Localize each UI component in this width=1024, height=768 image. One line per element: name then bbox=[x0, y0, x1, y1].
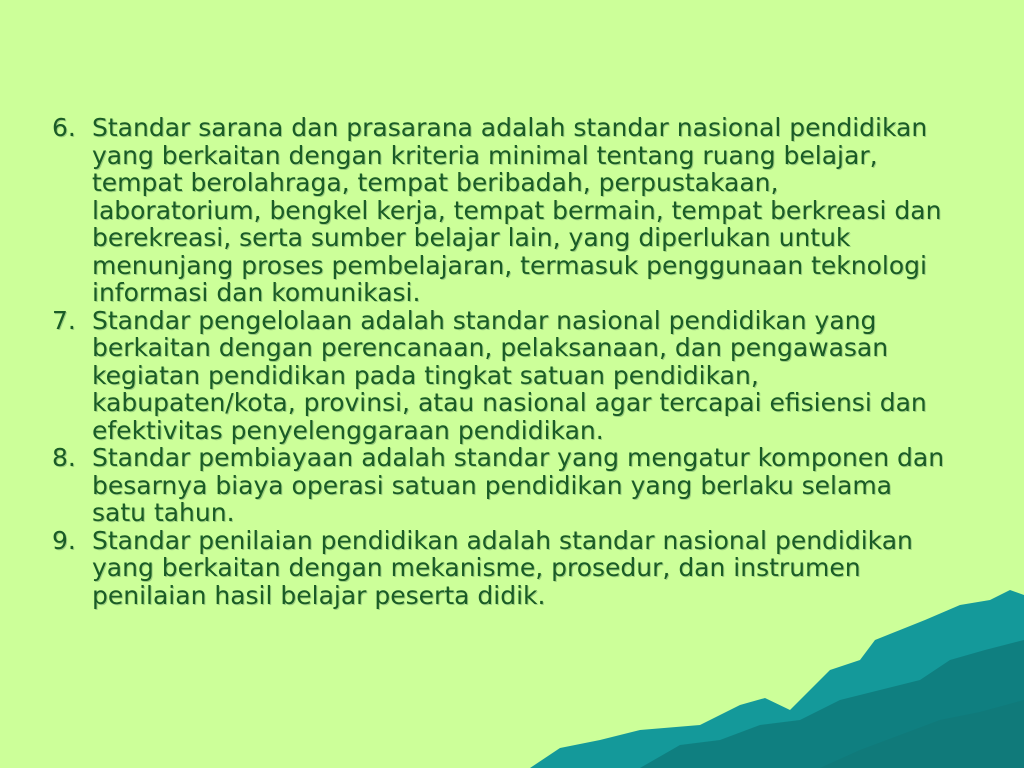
list-text: Standar sarana dan prasarana adalah standar nasional pendidikan yang berkaitan dengan kriteria minimal tentang ruang belajar, tempat berolahraga, tempat beribadah, perpustakaan, laboratorium, bengkel kerja, tempat bermain, tempat berkreasi dan berekreasi, serta sumber belajar lain, yang diperlukan untuk menunjang proses pembelajaran, termasuk penggunaan teknologi informasi dan komunikasi. bbox=[92, 113, 942, 307]
list-text: Standar pengelolaan adalah standar nasional pendidikan yang berkaitan dengan perencanaan, pelaksanaan, dan pengawasan kegiatan pendidikan pada tingkat satuan pendidikan, kabupaten/kota, provinsi, atau nasional agar tercapai efisiensi dan efektivitas penyelenggaraan pendidikan. bbox=[92, 305, 927, 445]
list-item bbox=[52, 527, 952, 610]
list-number: 8. bbox=[52, 443, 76, 472]
list-number: 7. bbox=[52, 305, 76, 335]
list-item bbox=[52, 114, 952, 307]
list-number: 9. bbox=[52, 525, 76, 555]
list-item bbox=[52, 307, 952, 445]
list-number: 6. bbox=[52, 113, 76, 142]
list-text: Standar penilaian pendidikan adalah standar nasional pendidikan yang berkaitan dengan mekanisme, prosedur, dan instrumen penilaian hasil belajar peserta didik. bbox=[92, 525, 913, 610]
list-item bbox=[52, 444, 952, 527]
list-text: Standar pembiayaan adalah standar yang mengatur komponen dan besarnya biaya operasi satuan pendidikan yang berlaku selama satu tahun. bbox=[92, 443, 945, 527]
numbered-list bbox=[52, 114, 952, 609]
